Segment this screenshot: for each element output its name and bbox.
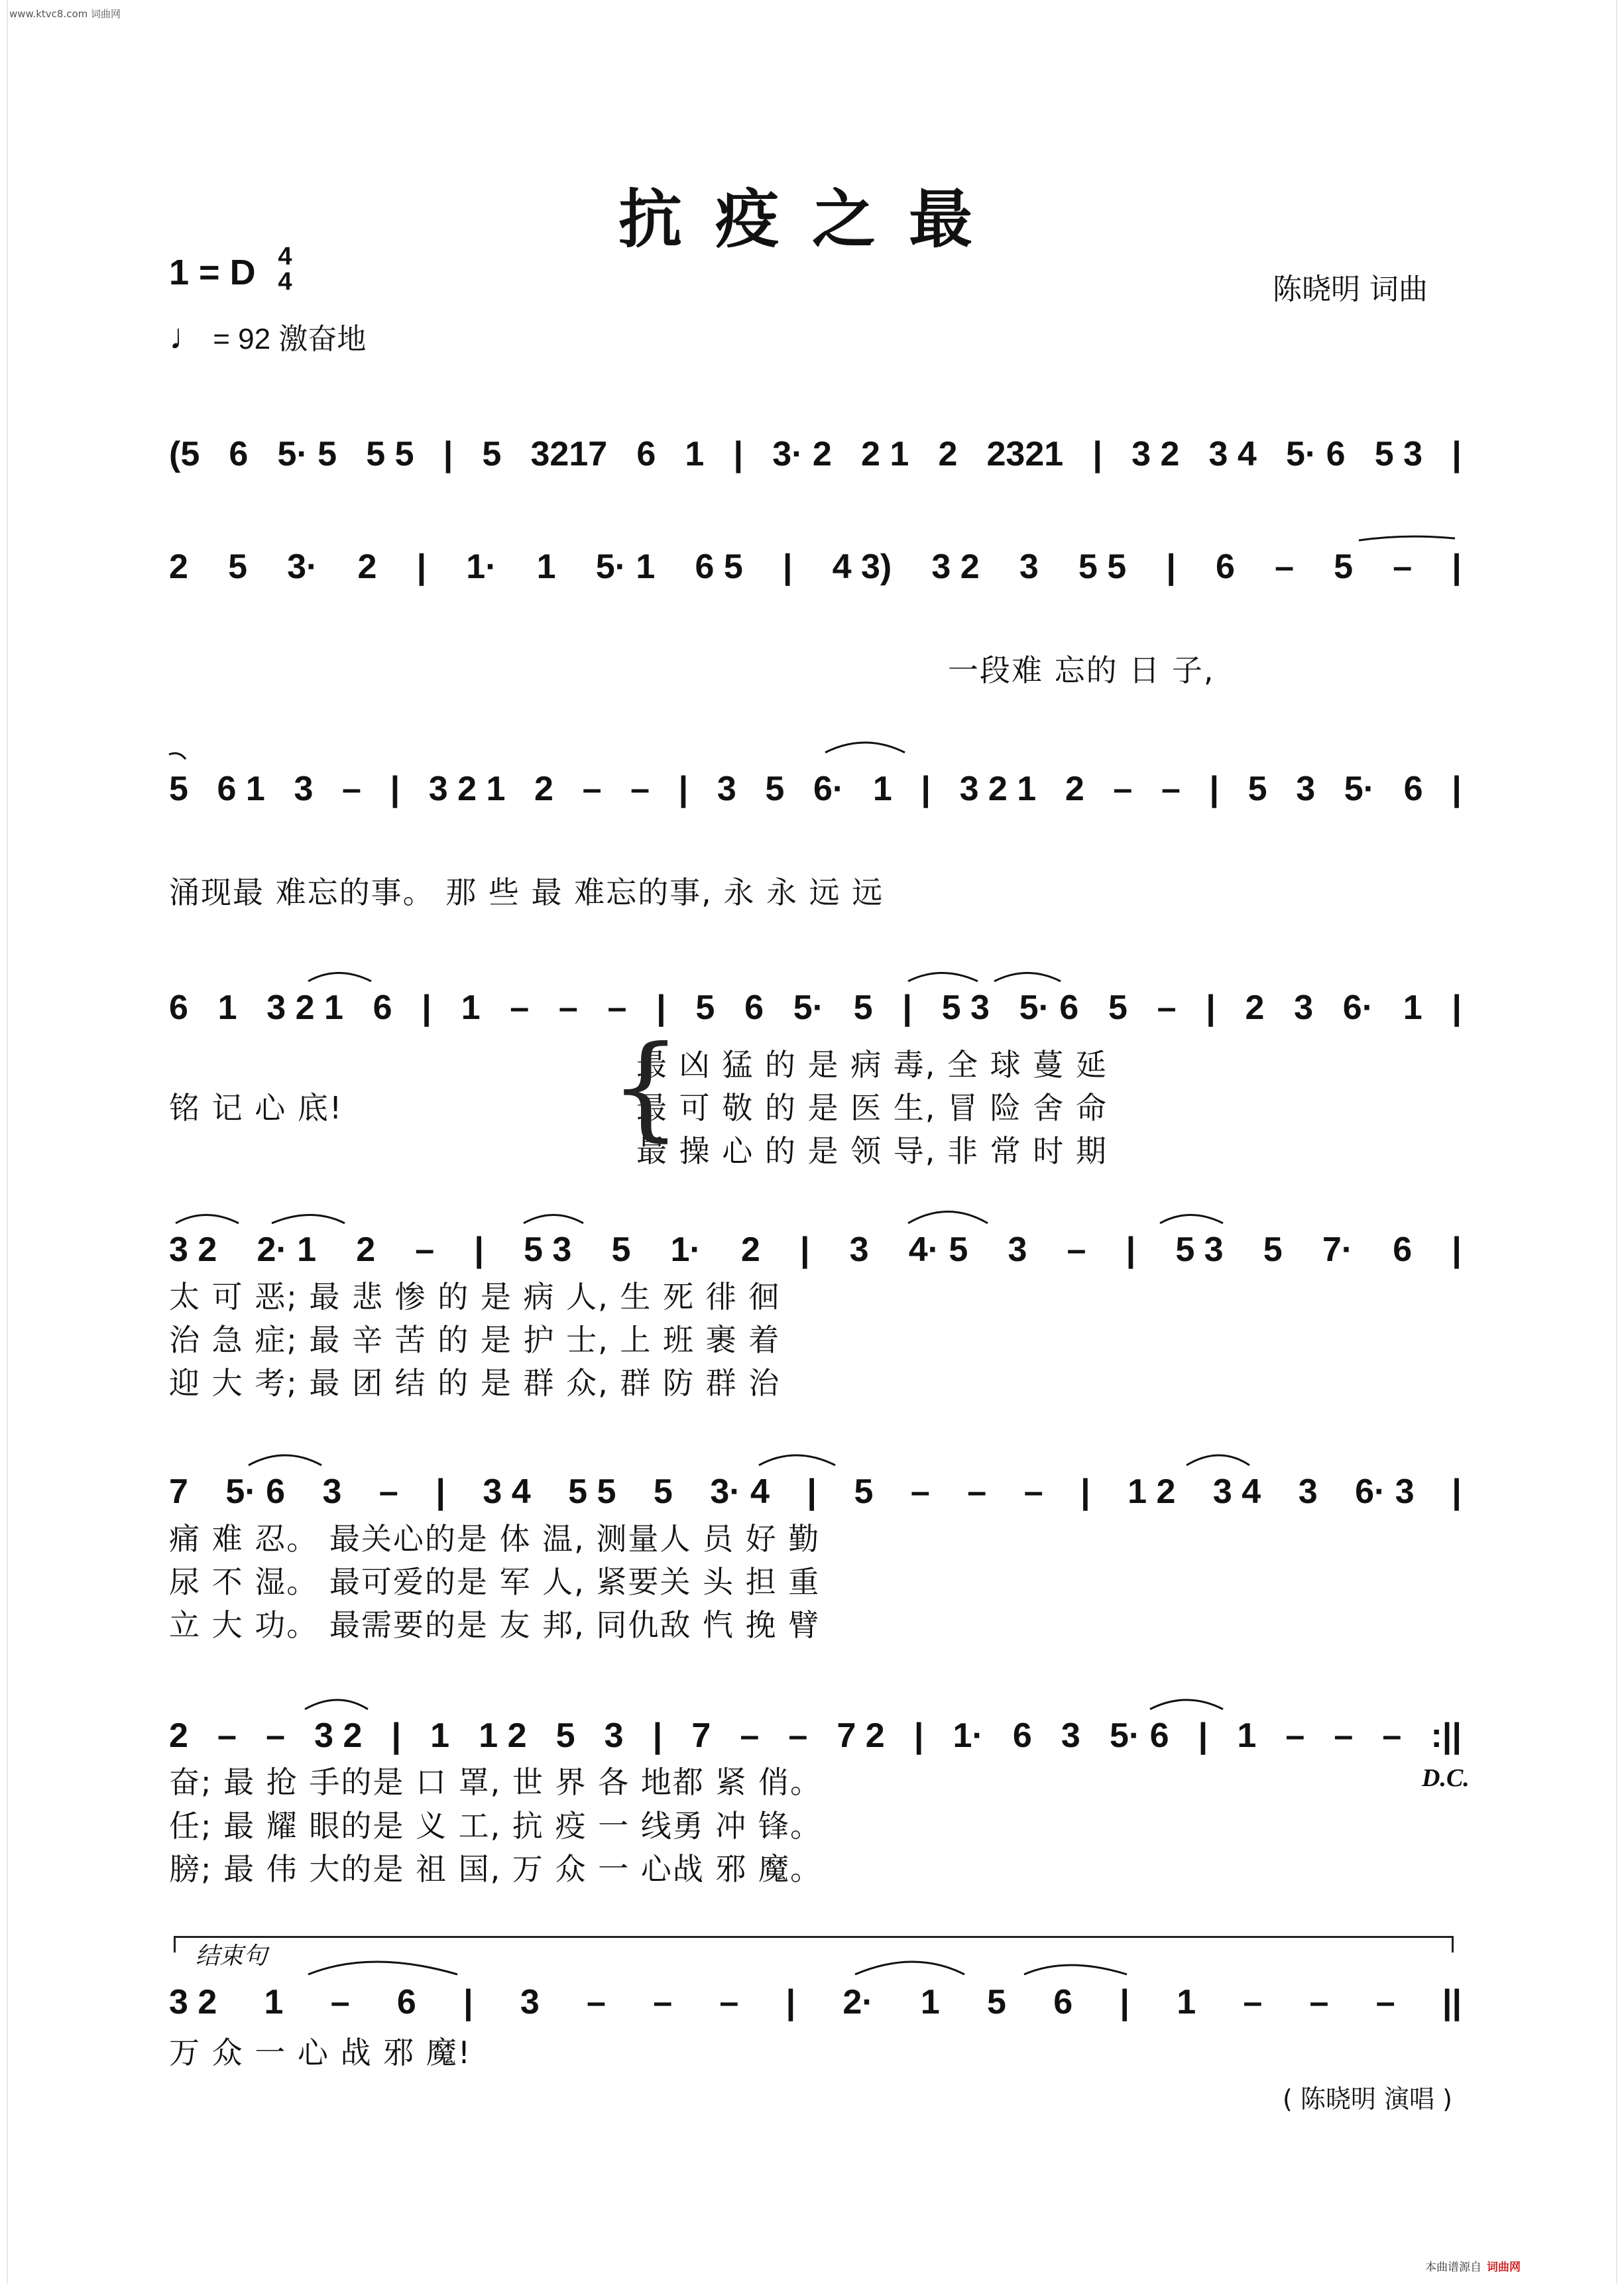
note-group: 5 3 (1175, 1231, 1224, 1269)
time-bottom: 4 (278, 268, 292, 296)
note-group: 2 (1245, 989, 1265, 1027)
tie-slur (908, 1212, 988, 1224)
note-group: 1 (264, 1983, 284, 2021)
note-group: 5 3 (941, 989, 990, 1027)
lyric-line: 太 可 恶; 最 悲 惨 的 是 病 人, 生 死 徘 徊 (169, 1279, 781, 1315)
left-margin-strip (0, 0, 8, 2284)
note-group: 3217 (530, 435, 608, 473)
note-group: 3 2 1 (959, 770, 1037, 808)
tie-slur (169, 753, 186, 759)
barline: | (733, 435, 744, 473)
note-group: 1 2 (1128, 1473, 1176, 1511)
tie-slur (1187, 1455, 1249, 1465)
note-group: 3· (287, 548, 318, 586)
note-group: 5 (1263, 1231, 1283, 1269)
note-group: – (967, 1473, 987, 1511)
notation-row (169, 1976, 1462, 2029)
note-group: 3 (1298, 1473, 1318, 1511)
lyric-line: 最 操 心 的 是 领 导, 非 常 时 期 (636, 1133, 1108, 1169)
tie-slur (825, 743, 905, 752)
note-group: 5· 6 (1285, 435, 1346, 473)
note-group: 2 (169, 1716, 188, 1755)
note-group: 5 (987, 1983, 1006, 2021)
note-group: 1 (920, 1983, 940, 2021)
time-top: 4 (278, 243, 292, 270)
barline: | (913, 1716, 924, 1755)
note-group: 3 2 (1131, 435, 1180, 473)
notation-row (169, 981, 1462, 1034)
notation-row (169, 540, 1462, 593)
note-group: 3 (1294, 989, 1314, 1027)
barline: :|| (1430, 1716, 1462, 1755)
notation-row (169, 428, 1462, 481)
note-group: 3 (1008, 1231, 1027, 1269)
note-group: 1· (953, 1716, 984, 1755)
tie-slur (855, 1962, 964, 1974)
barline: | (1080, 1473, 1090, 1511)
note-group: 5· (793, 989, 824, 1027)
note-group: – (582, 770, 602, 808)
lyric-line: 痛 难 忍。 最关心的是 体 温, 测量人 员 好 勤 (169, 1521, 821, 1557)
barline: | (785, 1983, 796, 2021)
note-group: 3 (1019, 548, 1039, 586)
footer-brand[interactable]: 词曲网 (1487, 2261, 1521, 2274)
note-group: 6 (636, 435, 656, 473)
note-group: 1 (685, 435, 705, 473)
note-group: 5 (169, 770, 188, 808)
tempo-marking (169, 315, 366, 357)
lyric-line: 迎 大 考; 最 团 结 的 是 群 众, 群 防 群 治 (169, 1365, 781, 1401)
note-group: 7 (169, 1473, 188, 1511)
barline: | (1452, 1231, 1462, 1269)
note-group: – (342, 770, 361, 808)
notation-row (169, 1223, 1462, 1276)
note-group: 6 (169, 989, 188, 1027)
note-group: – (1275, 548, 1294, 586)
tempo-expression: 激奋地 (278, 323, 367, 355)
lyric-line: 奋; 最 抢 手的是 口 罩, 世 界 各 地都 紧 俏。 (169, 1764, 822, 1800)
tempo-bpm: = 92 (213, 323, 271, 355)
note-group: 2 (534, 770, 553, 808)
note-group: – (788, 1716, 808, 1755)
note-group: 1 (461, 989, 481, 1027)
barline: | (416, 548, 427, 586)
tie-slur (176, 1215, 239, 1224)
barline: | (1452, 989, 1462, 1027)
note-group: 7· (1322, 1231, 1354, 1269)
barline: | (422, 989, 432, 1027)
note-group: – (217, 1716, 237, 1755)
note-group: 5 (482, 435, 502, 473)
note-group: 1 (536, 548, 556, 586)
barline: | (1206, 989, 1216, 1027)
note-group: 3 (717, 770, 736, 808)
note-group: 1 (430, 1716, 450, 1755)
note-group: – (607, 989, 627, 1027)
note-group: – (1393, 548, 1413, 586)
note-group: 3 (322, 1473, 342, 1511)
note-group: – (1375, 1983, 1395, 2021)
tie-slur (308, 973, 371, 982)
note-group: 1· (670, 1231, 701, 1269)
note-group: 2· 1 (257, 1231, 317, 1269)
barline: | (782, 548, 793, 586)
note-group: 6 (396, 1983, 416, 2021)
ending-bracket (174, 1936, 1454, 1953)
quarter-note-icon: ♩ (169, 317, 205, 357)
note-group: 6 (229, 435, 249, 473)
note-group: – (266, 1716, 285, 1755)
note-group: 3 (1296, 770, 1316, 808)
lyric-line: 涌现最 难忘的事。 那 些 最 难忘的事, 永 永 远 远 (169, 874, 884, 910)
note-group: 5 3 (524, 1231, 572, 1269)
lyric-line: 膀; 最 伟 大的是 祖 国, 万 众 一 心战 邪 魔。 (169, 1851, 822, 1887)
barline: | (656, 989, 666, 1027)
barline: | (391, 1716, 402, 1755)
singer-credit: ( 陈晓明 演唱 ) (1283, 2084, 1452, 2114)
note-group: 2 1 (860, 435, 909, 473)
note-group: 2 (169, 548, 188, 586)
note-group: – (740, 1716, 760, 1755)
ending-label: 结束句 (196, 1943, 268, 1970)
note-group: 1 (217, 989, 237, 1027)
note-group: 1 (1237, 1716, 1257, 1755)
note-group: – (1382, 1716, 1402, 1755)
note-group: 5 3 (1374, 435, 1423, 473)
barline: | (1452, 1473, 1462, 1511)
barline: || (1442, 1983, 1462, 2021)
note-group: 3 2 (169, 1983, 217, 2021)
note-group: 5 5 (366, 435, 414, 473)
note-group: 3 (849, 1231, 869, 1269)
lyric-lead: 铭 记 心 底! (169, 1090, 343, 1126)
note-group: 2 (938, 435, 958, 473)
note-group: 5 5 (568, 1473, 616, 1511)
barline: | (1126, 1231, 1136, 1269)
lyric-line: 立 大 功。 最需要的是 友 邦, 同仇敌 忾 挽 臂 (169, 1607, 821, 1643)
note-group: 1 (1403, 989, 1422, 1027)
note-group: (5 (169, 435, 200, 473)
note-group: 4· 5 (908, 1231, 968, 1269)
note-group: – (1161, 770, 1181, 808)
notation-row (169, 1709, 1462, 1762)
note-group: – (1023, 1473, 1043, 1511)
barline: | (902, 989, 912, 1027)
note-group: 5 (1334, 548, 1354, 586)
footer-text: 本曲谱源自 (1425, 2261, 1481, 2274)
note-group: 1· (466, 548, 497, 586)
tie-slur (272, 1215, 345, 1224)
note-group: – (415, 1231, 435, 1269)
barline: | (799, 1231, 810, 1269)
note-group: 6 (744, 989, 764, 1027)
note-group: – (653, 1983, 673, 2021)
barline: | (678, 770, 689, 808)
lyric-line: 最 可 敬 的 是 医 生, 冒 险 舍 命 (636, 1090, 1108, 1126)
note-group: – (1157, 989, 1177, 1027)
barline: | (390, 770, 400, 808)
lyric-line: 万 众 一 心 战 邪 魔! (169, 2035, 472, 2071)
note-group: 2· (842, 1983, 874, 2021)
note-group: 1 (1177, 1983, 1196, 2021)
note-group: – (1334, 1716, 1354, 1755)
note-group: 5 (765, 770, 785, 808)
note-group: 6 (1012, 1716, 1032, 1755)
note-group: – (587, 1983, 606, 2021)
time-signature (272, 244, 298, 294)
tie-slur (249, 1455, 321, 1465)
note-group: 3 4 (1212, 1473, 1261, 1511)
note-group: 6 (1216, 548, 1235, 586)
notation-row (169, 1465, 1462, 1518)
note-group: 5 (695, 989, 715, 1027)
note-group: 2321 (986, 435, 1064, 473)
note-group: 6· (813, 770, 844, 808)
note-group: 6 (1053, 1983, 1073, 2021)
site-header[interactable]: www.ktvc8.com 词曲网 (9, 8, 121, 20)
note-group: 3 2 (169, 1231, 217, 1269)
tie-slur (1150, 1700, 1223, 1709)
note-group: 5· 6 (1019, 989, 1079, 1027)
note-group: 7 (691, 1716, 711, 1755)
note-group: 3 2 1 (428, 770, 506, 808)
note-group: 5 (854, 1473, 874, 1511)
note-group: 6 (373, 989, 392, 1027)
note-group: – (719, 1983, 739, 2021)
note-group: 5· 6 (1109, 1716, 1169, 1755)
note-group: – (910, 1473, 930, 1511)
tie-slur (908, 973, 978, 982)
note-group: 3 4 (483, 1473, 531, 1511)
barline: | (474, 1231, 484, 1269)
note-group: 3 2 1 (266, 989, 343, 1027)
note-group: – (1067, 1231, 1086, 1269)
barline: | (443, 435, 453, 473)
note-group: 3 2 (931, 548, 980, 586)
key-signature: 1 = D (169, 253, 256, 292)
barline: | (652, 1716, 663, 1755)
note-group: 5 (1247, 770, 1267, 808)
note-group: 3 (1061, 1716, 1080, 1755)
tie-slur (994, 973, 1061, 982)
tie-slur (308, 1962, 457, 1974)
note-group: 3 (520, 1983, 540, 2021)
note-group: 3 (294, 770, 314, 808)
barline: | (1092, 435, 1102, 473)
note-group: – (558, 989, 578, 1027)
lyric-line: 任; 最 耀 眼的是 义 工, 抗 疫 一 线勇 冲 锋。 (169, 1808, 822, 1844)
barline: | (1166, 548, 1176, 586)
barline: | (1209, 770, 1220, 808)
barline: | (1452, 548, 1462, 586)
notation-row (169, 762, 1462, 815)
lyric-line: 尿 不 湿。 最可爱的是 军 人, 紧要关 头 担 重 (169, 1564, 821, 1600)
note-group: 6 1 (217, 770, 265, 808)
tie-slur (305, 1700, 368, 1709)
tie-slur (1024, 1965, 1127, 1974)
author-credit: 陈晓明 词曲 (1273, 272, 1428, 306)
note-group: 6 (1393, 1231, 1413, 1269)
note-group: 5 (653, 1473, 673, 1511)
note-group: 5 5 (1078, 548, 1127, 586)
note-group: 6 5 (695, 548, 743, 586)
note-group: 6 (1403, 770, 1423, 808)
barline: | (1198, 1716, 1208, 1755)
note-group: 3· 4 (710, 1473, 770, 1511)
note-group: 4 3) (832, 548, 892, 586)
note-group: 5 (611, 1231, 631, 1269)
note-group: 2 (357, 548, 377, 586)
note-group: 3· 2 (772, 435, 832, 473)
barline: | (921, 770, 931, 808)
note-group: 5· 6 (225, 1473, 286, 1511)
note-group: – (1285, 1716, 1305, 1755)
note-group: 2 (1065, 770, 1084, 808)
note-group: 3 4 (1208, 435, 1257, 473)
footer-source[interactable] (1425, 2257, 1521, 2274)
tie-slur (759, 1455, 835, 1465)
note-group: 2 (356, 1231, 376, 1269)
barline: | (463, 1983, 473, 2021)
right-margin-strip (1616, 0, 1624, 2284)
song-title: 抗疫之最 (618, 182, 1006, 257)
note-group: 5· 5 (277, 435, 337, 473)
note-group: 5 (555, 1716, 575, 1755)
note-group: – (1113, 770, 1133, 808)
note-group: 5 (853, 989, 873, 1027)
note-group: – (1309, 1983, 1329, 2021)
note-group: 5 (1108, 989, 1128, 1027)
note-group: 5· (1344, 770, 1375, 808)
note-group: – (330, 1983, 350, 2021)
tie-slur (1160, 1215, 1223, 1224)
note-group: 5 (228, 548, 247, 586)
note-group: – (378, 1473, 398, 1511)
barline: | (1452, 435, 1462, 473)
barline: | (807, 1473, 817, 1511)
da-capo-mark: D.C. (1422, 1764, 1470, 1792)
lyric-line: 一段难 忘的 日 子, (948, 652, 1215, 688)
tie-slur (524, 1215, 583, 1224)
note-group: 3 (604, 1716, 624, 1755)
note-group: 1 (872, 770, 892, 808)
note-group: – (1243, 1983, 1263, 2021)
barline: | (1452, 770, 1462, 808)
note-group: – (630, 770, 650, 808)
lyric-line: 治 急 症; 最 辛 苦 的 是 护 士, 上 班 裹 着 (169, 1322, 781, 1358)
note-group: 3 2 (314, 1716, 363, 1755)
note-group: 6· 3 (1355, 1473, 1415, 1511)
note-group: – (510, 989, 530, 1027)
note-group: 2 (740, 1231, 760, 1269)
note-group: 6· (1342, 989, 1374, 1027)
verse-brace: { (610, 1022, 682, 1153)
note-group: 7 2 (837, 1716, 885, 1755)
barline: | (435, 1473, 445, 1511)
barline: | (1120, 1983, 1130, 2021)
note-group: 1 2 (479, 1716, 527, 1755)
lyric-line: 最 凶 猛 的 是 病 毒, 全 球 蔓 延 (636, 1047, 1108, 1083)
note-group: 5· 1 (595, 548, 656, 586)
